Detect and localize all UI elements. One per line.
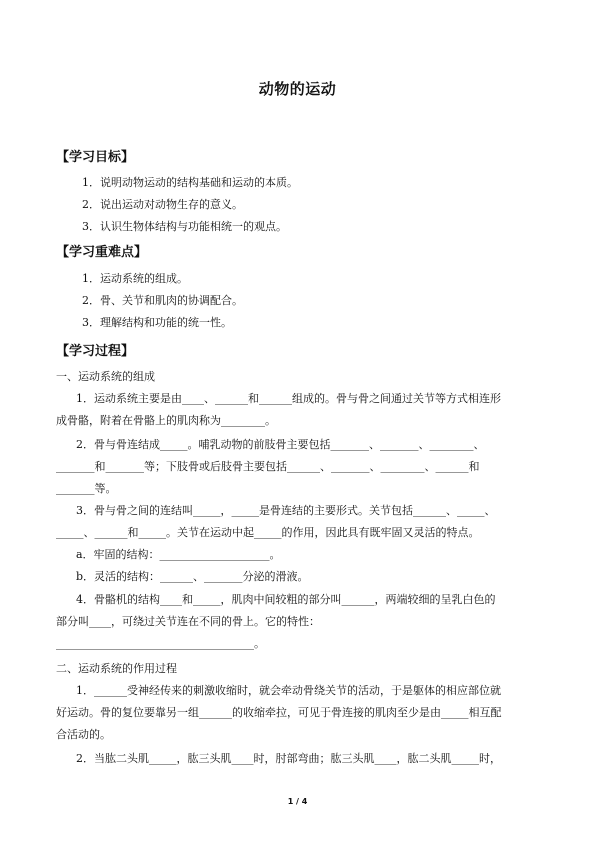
- process-heading: 【学习过程】: [56, 344, 135, 359]
- question-3a: a．牢固的结构：____________________。: [76, 548, 281, 561]
- question-2-line-2: _______和_______等；下肢骨或后肢骨主要包括______、_______、________、______和: [56, 460, 480, 473]
- question-2-line-3: _______等。: [56, 482, 117, 495]
- key-point-item-3: 3．理解结构和功能的统一性。: [82, 316, 232, 329]
- question-4-line-1: 4．骨骼机的结构____和_____，肌肉中间较粗的部分叫______，两端较细的呈乳白色的: [76, 593, 496, 606]
- objective-item-1: 1．说明动物运动的结构基础和运动的本质。: [82, 176, 298, 189]
- question-3-line-1: 3．骨与骨之间的连结叫_____，_____是骨连结的主要形式。关节包括______、_____、: [76, 504, 496, 517]
- question-1-line-2: 成骨骼，附着在骨骼上的肌肉称为________。: [56, 414, 276, 427]
- key-points-heading: 【学习重难点】: [56, 245, 148, 260]
- question-4-line-3: ____________________________________。: [56, 637, 265, 650]
- key-point-item-2: 2．骨、关节和肌肉的协调配合。: [82, 294, 243, 307]
- part1-title: 一、运动系统的组成: [56, 370, 155, 383]
- process-2-line-1: 2．当肱二头肌_____，肱三头肌____时，肘部弯曲；肱三头肌____，肱二头肌_____时，: [76, 752, 501, 765]
- process-1-line-2: 好运动。骨的复位要靠另一组______的收缩牵拉，可见于骨连接的肌肉至少是由_____相互配: [56, 706, 502, 719]
- question-1-line-1: 1．运动系统主要是由____、______和______组成的。骨与骨之间通过关节等方式相连形: [76, 392, 501, 405]
- objective-item-3: 3．认识生物体结构与功能相统一的观点。: [82, 220, 287, 233]
- objective-item-2: 2．说出运动对动物生存的意义。: [82, 198, 243, 211]
- process-1-line-3: 合活动的。: [56, 728, 111, 741]
- page-title: 动物的运动: [258, 80, 337, 98]
- question-4-line-2: 部分叫____，可绕过关节连在不同的骨上。它的特性：: [56, 615, 320, 628]
- question-3b: b．灵活的结构：______、_______分泌的滑液。: [76, 570, 309, 583]
- key-point-item-1: 1．运动系统的组成。: [82, 272, 188, 285]
- question-3-line-2: _____、______和_____。关节在运动中起_____的作用，因此具有既牢固又灵活的特点。: [56, 526, 480, 539]
- question-2-line-1: 2．骨与骨连结成_____。哺乳动物的前肢骨主要包括_______、_______、________、: [76, 438, 485, 451]
- page-number: 1 / 4: [287, 797, 308, 806]
- objectives-heading: 【学习目标】: [56, 150, 135, 165]
- part2-title: 二、运动系统的作用过程: [56, 662, 177, 675]
- process-1-line-1: 1．______受神经传来的刺激收缩时，就会牵动骨绕关节的活动，于是躯体的相应部位就: [76, 684, 501, 697]
